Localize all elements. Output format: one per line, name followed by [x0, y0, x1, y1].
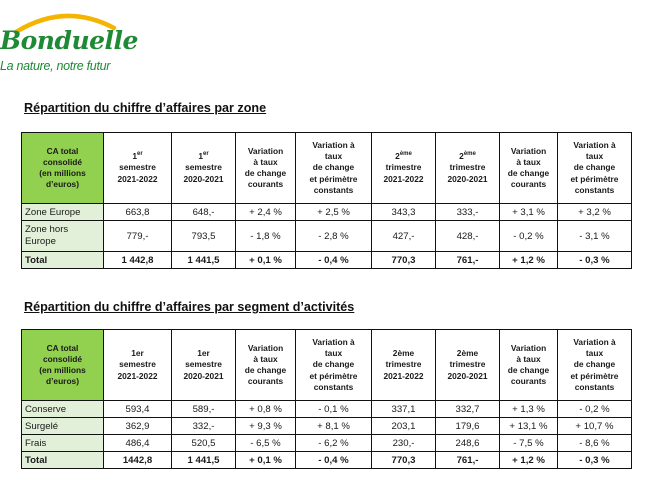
table-cell: 589,- [172, 401, 236, 418]
table-cell: 770,3 [372, 452, 436, 469]
table-cell: 1 442,8 [104, 252, 172, 269]
table-cell: 1442,8 [104, 452, 172, 469]
table-total-row [22, 252, 632, 269]
table-total-row [22, 452, 632, 469]
row-label: Zone hors Europe [22, 221, 104, 252]
table-cell: + 0,8 % [236, 401, 296, 418]
table-cell: - 7,5 % [500, 435, 558, 452]
segment-revenue-table [21, 329, 632, 469]
header-cell: 2ème trimestre 2021-2022 [372, 330, 436, 401]
table-cell: 428,- [436, 221, 500, 252]
row-label: Conserve [22, 401, 104, 418]
table-cell: - 1,8 % [236, 221, 296, 252]
table-cell: + 9,3 % [236, 418, 296, 435]
brand-name: Bonduelle [0, 26, 138, 55]
header-cell: 1er semestre 2020-2021 [172, 133, 236, 204]
zone-revenue-table [21, 132, 632, 269]
table-cell: 343,3 [372, 204, 436, 221]
table-cell: - 0,4 % [296, 452, 372, 469]
row-label: Total [22, 452, 104, 469]
table-cell: 332,- [172, 418, 236, 435]
table-cell: + 10,7 % [558, 418, 632, 435]
header-cell: 2ème trimestre 2020-2021 [436, 133, 500, 204]
row-label: Zone Europe [22, 204, 104, 221]
table-cell: 770,3 [372, 252, 436, 269]
table-cell: 486,4 [104, 435, 172, 452]
table-row [22, 435, 632, 452]
table-cell: 248,6 [436, 435, 500, 452]
table-cell: - 0,3 % [558, 252, 632, 269]
header-cell: Variation à taux de change et périmètre constants [558, 133, 632, 204]
header-cell: CA total consolidé (en millions d’euros) [22, 330, 104, 401]
table-cell: 362,9 [104, 418, 172, 435]
table-cell: - 8,6 % [558, 435, 632, 452]
header-cell: Variation à taux de change courants [500, 133, 558, 204]
header-cell: 2ème trimestre 2021-2022 [372, 133, 436, 204]
header-cell: Variation à taux de change courants [236, 133, 296, 204]
table-cell: + 1,2 % [500, 252, 558, 269]
table-cell: - 0,2 % [558, 401, 632, 418]
header-cell: Variation à taux de change et périmètre constants [296, 133, 372, 204]
table-cell: 337,1 [372, 401, 436, 418]
table-cell: - 0,3 % [558, 452, 632, 469]
table-cell: - 0,4 % [296, 252, 372, 269]
table-cell: - 6,5 % [236, 435, 296, 452]
table-cell: + 3,2 % [558, 204, 632, 221]
table-cell: + 2,5 % [296, 204, 372, 221]
table-cell: - 0,1 % [296, 401, 372, 418]
header-cell: CA total consolidé (en millions d’euros) [22, 133, 104, 204]
header-cell: 1er semestre 2021-2022 [104, 133, 172, 204]
zone-table-title: Répartition du chiffre d’affaires par zone [24, 101, 267, 115]
table-cell: + 0,1 % [236, 252, 296, 269]
table-cell: 203,1 [372, 418, 436, 435]
table-cell: + 13,1 % [500, 418, 558, 435]
table-header-row [22, 330, 632, 401]
table-cell: 427,- [372, 221, 436, 252]
table-cell: - 2,8 % [296, 221, 372, 252]
table-cell: 230,- [372, 435, 436, 452]
header-cell: Variation à taux de change courants [236, 330, 296, 401]
table-cell: - 0,2 % [500, 221, 558, 252]
table-cell: 1 441,5 [172, 452, 236, 469]
header-cell: Variation à taux de change et périmètre constants [558, 330, 632, 401]
table-cell: 179,6 [436, 418, 500, 435]
table-cell: 761,- [436, 252, 500, 269]
bonduelle-logo [0, 6, 138, 78]
table-cell: 761,- [436, 452, 500, 469]
row-label: Surgelé [22, 418, 104, 435]
row-label: Frais [22, 435, 104, 452]
header-cell: 1er semestre 2020-2021 [172, 330, 236, 401]
table-cell: 779,- [104, 221, 172, 252]
table-cell: - 6,2 % [296, 435, 372, 452]
header-cell: Variation à taux de change et périmètre constants [296, 330, 372, 401]
table-cell: 332,7 [436, 401, 500, 418]
table-cell: 1 441,5 [172, 252, 236, 269]
segment-table-title: Répartition du chiffre d’affaires par segment d’activités [24, 300, 355, 314]
header-cell: 1er semestre 2021-2022 [104, 330, 172, 401]
table-cell: + 8,1 % [296, 418, 372, 435]
table-cell: 663,8 [104, 204, 172, 221]
table-cell: + 1,2 % [500, 452, 558, 469]
table-cell: 333,- [436, 204, 500, 221]
table-cell: + 0,1 % [236, 452, 296, 469]
table-cell: + 3,1 % [500, 204, 558, 221]
table-header-row [22, 133, 632, 204]
table-cell: 648,- [172, 204, 236, 221]
brand-tagline: La nature, notre futur [0, 59, 111, 73]
header-cell: Variation à taux de change courants [500, 330, 558, 401]
table-cell: - 3,1 % [558, 221, 632, 252]
table-row [22, 401, 632, 418]
table-row [22, 204, 632, 221]
table-cell: + 2,4 % [236, 204, 296, 221]
table-cell: 520,5 [172, 435, 236, 452]
row-label: Total [22, 252, 104, 269]
table-cell: + 1,3 % [500, 401, 558, 418]
table-cell: 793,5 [172, 221, 236, 252]
header-cell: 2ème trimestre 2020-2021 [436, 330, 500, 401]
table-cell: 593,4 [104, 401, 172, 418]
table-row [22, 221, 632, 252]
table-row [22, 418, 632, 435]
